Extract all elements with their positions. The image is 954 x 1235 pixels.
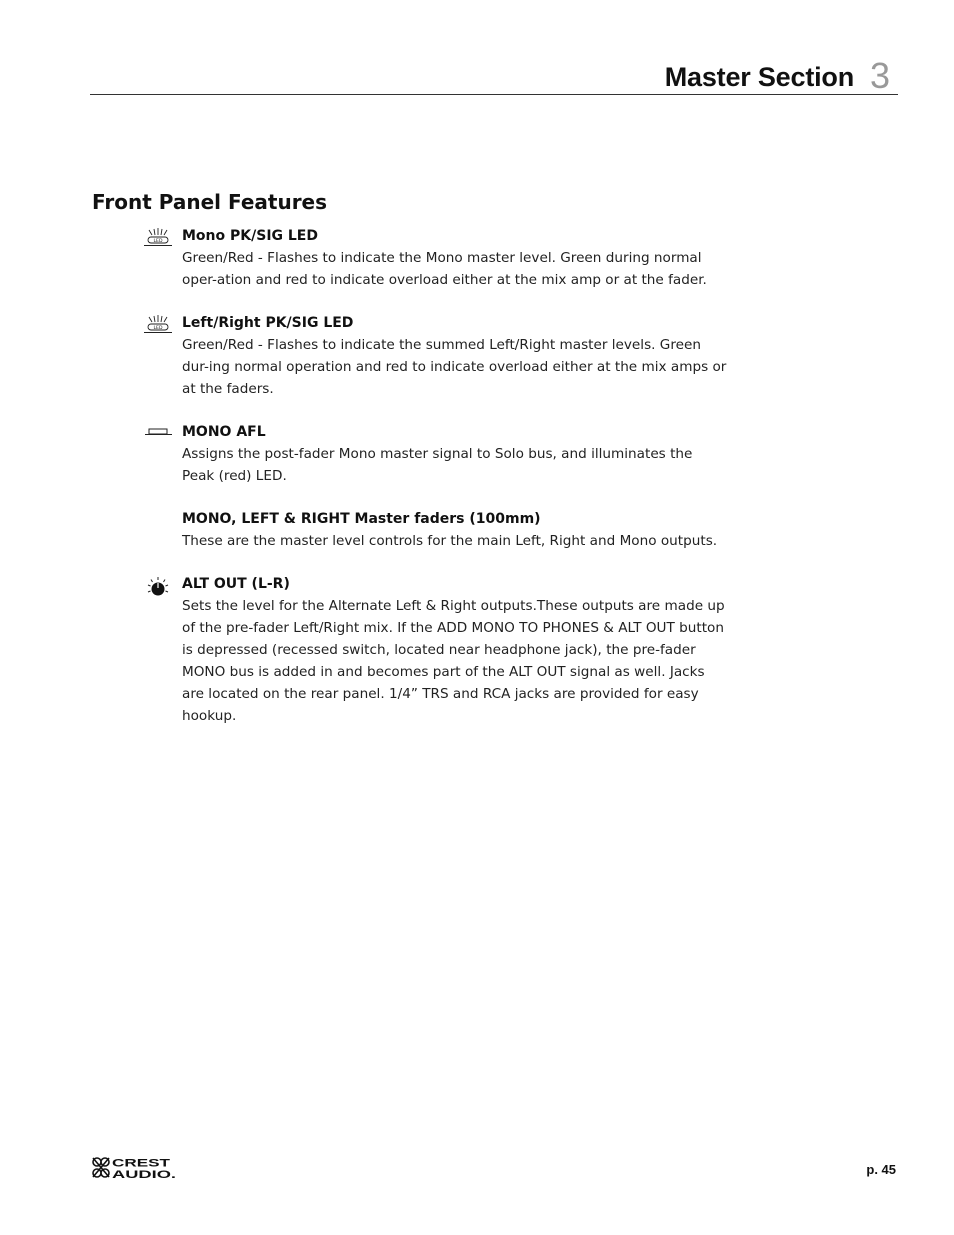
feature-entry-left-right-pk-sig-led <box>153 313 727 400</box>
logo-text-top: CREST <box>112 1157 171 1170</box>
feature-description: Green/Red - Flashes to indicate the Mono master level. Green during normal oper-ation and red to indicate overload either at the mix amp or at the fader. <box>182 250 707 288</box>
feature-title: MONO, LEFT & RIGHT Master faders (100mm) <box>182 511 541 527</box>
svg-text:LED: LED <box>153 326 163 331</box>
feature-title: Mono PK/SIG LED <box>182 228 318 244</box>
chapter-number: 3 <box>869 55 890 96</box>
feature-description: These are the master level controls for the main Left, Right and Mono outputs. <box>182 533 718 549</box>
feature-entry-alt-out <box>182 574 727 727</box>
feature-description: Assigns the post-fader Mono master signal to Solo bus, and illuminates the Peak (red) LED. <box>182 446 693 484</box>
led-icon <box>142 227 174 247</box>
logo-text-bottom: AUDIO. <box>112 1169 176 1180</box>
feature-entry-mono-afl <box>182 422 727 487</box>
feature-description: Green/Red - Flashes to indicate the summed Left/Right master levels. Green dur-ing normal operation and red to indicate overload either at the mix amps or at the faders. <box>182 337 727 397</box>
led-icon <box>142 314 174 334</box>
feature-title: ALT OUT (L-R) <box>182 576 290 592</box>
feature-entry-master-faders <box>182 509 727 552</box>
feature-description: Sets the level for the Alternate Left & Right outputs.These outputs are made up of the pre-fader Left/Right mix. If the ADD MONO TO PHONES & ALT OUT button is depressed (recessed switch, located near headphone jack), the pre-fader MONO bus is added in and becomes part of the ALT OUT signal as well. Jacks are located on the rear panel. 1/4” TRS and RCA jacks are provided for easy hookup. <box>182 598 725 724</box>
knob-icon <box>142 574 174 598</box>
feature-title: MONO AFL <box>182 424 266 440</box>
feature-title: Left/Right PK/SIG LED <box>182 315 354 331</box>
switch-icon <box>142 423 174 443</box>
section-heading: Master Section <box>664 62 854 92</box>
feature-entry-mono-pk-sig-led <box>153 226 727 291</box>
svg-text:LED: LED <box>153 239 163 244</box>
page-header <box>90 56 898 95</box>
page-title: Front Panel Features <box>92 190 328 214</box>
page-number: p. 45 <box>866 1162 896 1177</box>
crest-audio-logo <box>91 1156 181 1180</box>
feature-list <box>153 226 727 749</box>
